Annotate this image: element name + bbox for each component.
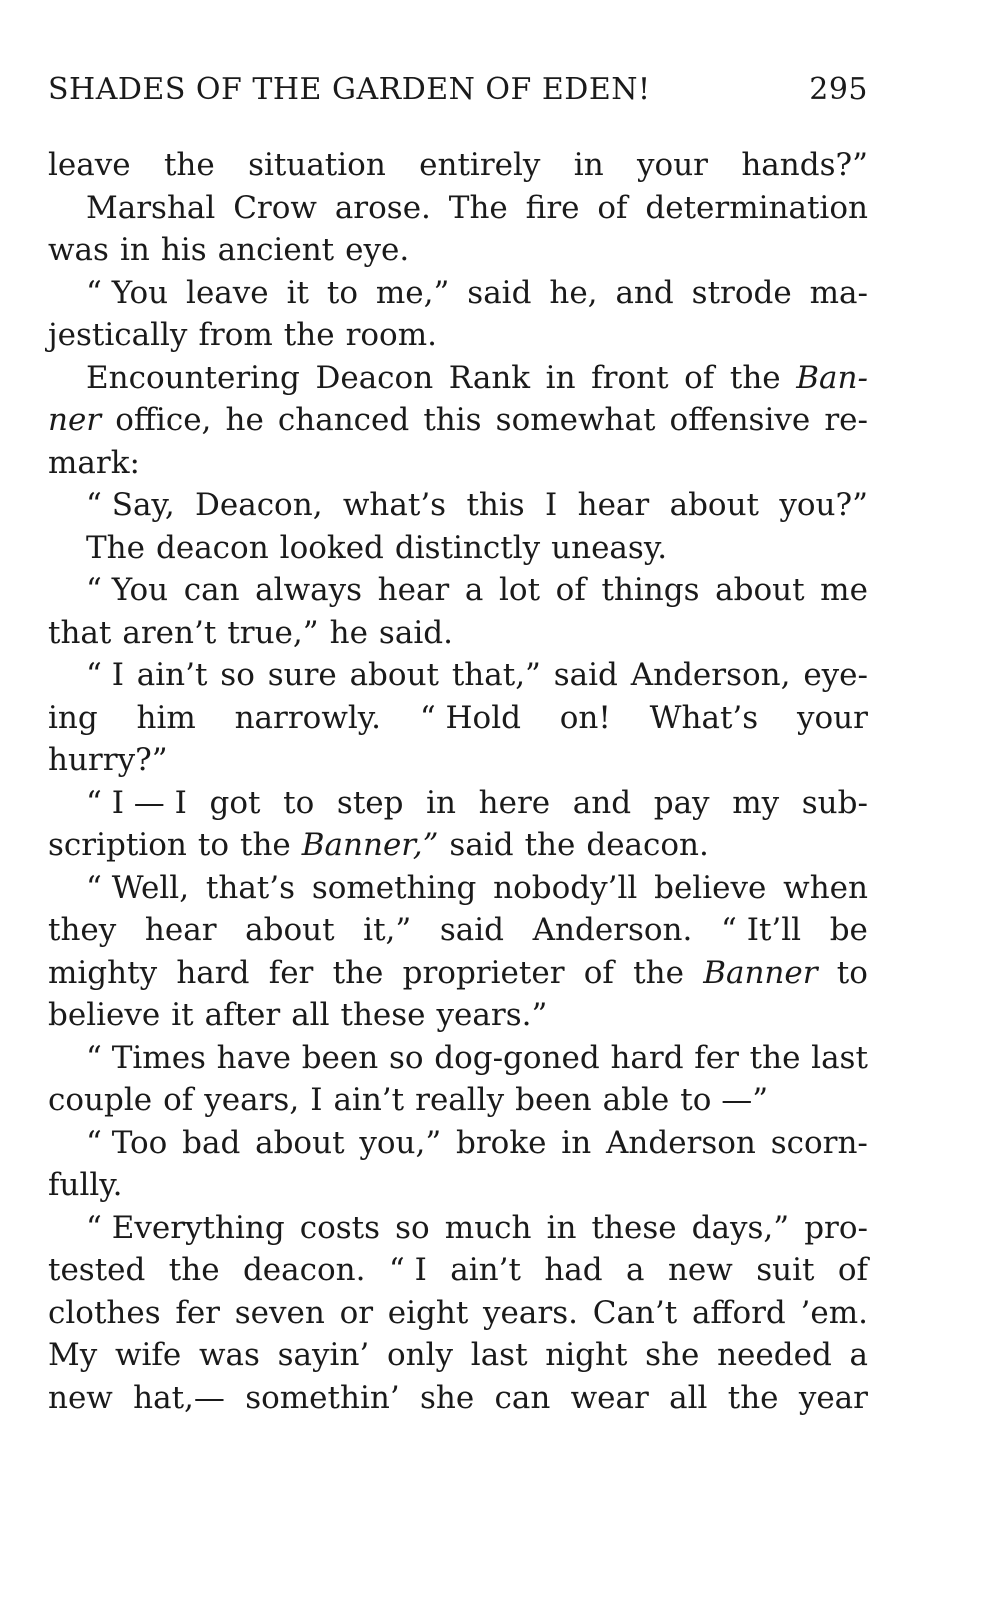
text-line [48, 314, 868, 357]
word: “ Well, [86, 869, 190, 906]
word: “ Hold [419, 699, 521, 736]
word: got [209, 784, 261, 821]
text-line [48, 1249, 868, 1292]
word: so [388, 1039, 424, 1076]
word: somewhat [495, 402, 656, 438]
word: Encountering [86, 359, 300, 396]
word: front [591, 359, 669, 396]
word: me [820, 572, 868, 608]
word: costs [299, 1209, 381, 1246]
text-line [48, 824, 868, 867]
word: aren’t [122, 614, 217, 651]
word: determination [645, 189, 868, 226]
word: after [204, 997, 281, 1033]
word: it,” [363, 912, 412, 948]
word: the [633, 954, 684, 991]
word: dog-goned [434, 1039, 600, 1076]
text-line [48, 357, 868, 400]
word: believe [48, 997, 161, 1033]
word: uneasy. [551, 529, 668, 566]
word: ’em. [800, 1294, 868, 1331]
text-line [48, 272, 868, 315]
word: to [326, 274, 358, 311]
word: days,” [691, 1209, 790, 1246]
word: that,” [451, 657, 541, 693]
word: Anderson. [532, 912, 693, 948]
text-line [48, 1122, 868, 1165]
word: hear [377, 572, 450, 608]
word: What’s [649, 699, 759, 736]
word: needed [717, 1337, 832, 1373]
word: last [811, 1039, 868, 1076]
text-line [48, 654, 868, 697]
word: the [168, 1252, 220, 1288]
word: he [225, 402, 264, 438]
word: “ Say, [86, 487, 175, 523]
word: “ Times [86, 1039, 206, 1076]
running-head [48, 72, 868, 128]
word: able [602, 1082, 670, 1118]
word: she [645, 1337, 700, 1373]
word: Deacon [315, 359, 434, 396]
word: Ban- [796, 359, 868, 396]
word: always [255, 572, 363, 608]
word: been [515, 1082, 592, 1118]
word: Marshal [86, 189, 216, 226]
word: to [197, 827, 229, 863]
text-line [48, 187, 868, 230]
word: “ It’ll [721, 912, 802, 948]
word: eye. [345, 232, 410, 268]
word: to [283, 784, 315, 821]
word: the [749, 1039, 801, 1076]
word: to [836, 954, 868, 991]
word: seven [234, 1294, 325, 1331]
word: the [283, 317, 335, 353]
text-line [48, 994, 868, 1037]
word: here [478, 784, 551, 821]
word: and [572, 784, 632, 821]
word: fire [525, 189, 580, 226]
word: new [667, 1252, 733, 1288]
book-page [48, 72, 868, 1419]
word: in [546, 1209, 577, 1246]
word: all [669, 1379, 708, 1416]
word: he [329, 614, 368, 651]
word: it [171, 997, 194, 1033]
word: he, [549, 274, 598, 311]
word: she [420, 1379, 475, 1416]
word: this [466, 487, 525, 523]
word: of [555, 572, 586, 608]
page-number: 295 [809, 72, 868, 107]
word: these [340, 997, 426, 1033]
word: of [163, 1082, 194, 1118]
word: wife [114, 1337, 182, 1373]
text-line [48, 1292, 868, 1335]
word: new [48, 1379, 113, 1416]
word: strode [691, 274, 792, 311]
word: Banner [703, 954, 818, 991]
word: been [301, 1039, 379, 1076]
word: said [449, 827, 514, 863]
word: it [286, 274, 309, 311]
word: this [423, 402, 482, 438]
word: fer [694, 1039, 739, 1076]
word: The [86, 529, 145, 566]
word: what’s [342, 487, 447, 523]
word: looked [279, 529, 384, 566]
text-line [48, 1164, 868, 1207]
word: all [291, 997, 330, 1033]
word: years. [483, 1294, 578, 1331]
word: deacon [156, 529, 269, 566]
word: these [591, 1209, 677, 1246]
word: a [464, 572, 484, 608]
word: hard [176, 954, 250, 991]
word: leave [186, 274, 269, 311]
word: about [715, 572, 805, 608]
word: really [415, 1082, 505, 1118]
text-line [48, 484, 868, 527]
word: hurry?” [48, 742, 168, 778]
body-text [48, 144, 868, 1419]
word: ancient [217, 232, 335, 268]
word: about [669, 487, 760, 523]
word: hear [577, 487, 650, 523]
word: scorn- [770, 1124, 868, 1161]
word: couple [48, 1082, 153, 1118]
word: “ I [86, 657, 124, 693]
text-line [48, 442, 868, 485]
word: re- [824, 402, 868, 438]
word: tested [48, 1252, 146, 1288]
text-line [48, 909, 868, 952]
word: afford [691, 1294, 786, 1331]
word: I [545, 487, 558, 523]
word: clothes [48, 1294, 161, 1331]
text-line [48, 527, 868, 570]
word: Deacon, [195, 487, 323, 523]
word: about [245, 912, 335, 948]
word: a [626, 1252, 645, 1288]
word: the [727, 1379, 779, 1416]
word: about [349, 657, 439, 693]
text-line [48, 229, 868, 272]
word: nobody’ll [493, 869, 638, 906]
word: ing [48, 699, 98, 736]
word: ner [48, 402, 102, 438]
text-line [48, 952, 868, 995]
word: fer [268, 954, 314, 991]
word: was [48, 232, 109, 268]
word: of [597, 189, 628, 226]
word: chanced [277, 402, 410, 438]
word: you,” [359, 1124, 442, 1161]
word: deacon. [242, 1252, 366, 1288]
word: Crow [233, 189, 317, 226]
word: ain’t [136, 657, 208, 693]
word: can [494, 1379, 551, 1416]
text-line [48, 1334, 868, 1377]
word: me,” [375, 274, 450, 311]
word: room. [345, 317, 437, 353]
word: in [119, 232, 150, 268]
word: My [48, 1337, 98, 1373]
word: entirely [419, 147, 541, 183]
word: year [798, 1379, 868, 1416]
word: sub- [801, 784, 868, 821]
word: Can’t [592, 1294, 678, 1331]
word: so [395, 1209, 430, 1246]
word: things [601, 572, 700, 608]
word: when [783, 869, 868, 906]
text-line [48, 612, 868, 655]
word: night [545, 1337, 628, 1373]
word: my [732, 784, 780, 821]
word: said. [378, 614, 453, 651]
word: him [136, 699, 196, 736]
word: hear [144, 912, 217, 948]
word: pro- [804, 1209, 868, 1246]
word: arose. [334, 189, 431, 226]
word: of [684, 359, 715, 396]
word: broke [456, 1124, 547, 1161]
word: in [561, 1124, 592, 1161]
word: much [444, 1209, 532, 1246]
word: about [255, 1124, 345, 1161]
word: hard [610, 1039, 684, 1076]
word: on! [559, 699, 611, 736]
word: eight [387, 1294, 469, 1331]
word: believe [654, 869, 767, 906]
word: in [573, 147, 604, 183]
word: that [48, 614, 112, 651]
word: Anderson [606, 1124, 756, 1161]
word: scription [48, 827, 187, 863]
word: step [336, 784, 404, 821]
word: suit [756, 1252, 815, 1288]
word: fully. [48, 1167, 123, 1203]
text-line [48, 569, 868, 612]
word: I [310, 1082, 323, 1118]
text-line [48, 1377, 868, 1420]
word: so [220, 657, 255, 693]
word: ma- [809, 274, 868, 311]
text-line [48, 739, 868, 782]
word: fer [175, 1294, 220, 1331]
word: be [829, 912, 868, 948]
word: his [160, 232, 207, 268]
word: last [470, 1337, 528, 1373]
word: mighty [48, 954, 158, 991]
word: hands?” [741, 147, 868, 183]
word: years.” [436, 997, 548, 1033]
word: “ You [86, 274, 169, 311]
word: years, [204, 1082, 300, 1118]
word: was [198, 1337, 260, 1373]
text-line [48, 399, 868, 442]
word: hat,— [133, 1379, 225, 1416]
word: only [387, 1337, 454, 1373]
word: can [183, 572, 240, 608]
word: true,” [227, 614, 319, 651]
running-title: SHADES OF THE GARDEN OF EDEN! [48, 72, 651, 107]
word: from [198, 317, 273, 353]
word: to —” [680, 1082, 769, 1118]
word: proprieter [402, 954, 565, 991]
word: your [637, 147, 708, 183]
word: “ I [388, 1252, 427, 1288]
text-line [48, 867, 868, 910]
word: in [426, 784, 457, 821]
word: the [524, 827, 576, 863]
word: sayin’ [277, 1337, 370, 1373]
word: deacon. [586, 827, 709, 863]
word: jestically [48, 317, 188, 353]
word: leave [48, 147, 131, 183]
word: or [339, 1294, 374, 1331]
word: Banner,” [301, 827, 439, 863]
word: in [545, 359, 576, 396]
word: “ Everything [86, 1209, 285, 1246]
word: you?” [779, 487, 868, 523]
word: bad [182, 1124, 241, 1161]
word: distinctly [394, 529, 541, 566]
word: the [163, 147, 215, 183]
word: the [239, 827, 291, 863]
word: narrowly. [234, 699, 382, 736]
word: ain’t [450, 1252, 521, 1288]
word: that’s [205, 869, 296, 906]
word: situation [248, 147, 386, 183]
word: and [615, 274, 674, 311]
word: a [849, 1337, 868, 1373]
word: ain’t [333, 1082, 405, 1118]
word: the [332, 954, 384, 991]
word: something [311, 869, 477, 906]
word: offensive [669, 402, 811, 438]
word: the [729, 359, 781, 396]
word: Rank [448, 359, 531, 396]
word: had [544, 1252, 603, 1288]
text-line [48, 144, 868, 187]
word: have [216, 1039, 291, 1076]
word: said [439, 912, 505, 948]
word: “ Too [86, 1124, 168, 1161]
word: sure [267, 657, 337, 693]
word: wear [570, 1379, 649, 1416]
word: The [448, 189, 508, 226]
word: said [553, 657, 618, 693]
word: “ I — I [86, 784, 187, 821]
word: they [48, 912, 117, 948]
word: said [467, 274, 532, 311]
text-line [48, 1079, 868, 1122]
text-line [48, 1037, 868, 1080]
word: lot [499, 572, 541, 608]
word: pay [653, 784, 710, 821]
word: of [837, 1252, 868, 1288]
text-line [48, 782, 868, 825]
word: of [583, 954, 614, 991]
word: eye- [803, 657, 868, 693]
word: office, [115, 402, 212, 438]
word: Anderson, [630, 657, 791, 693]
word: somethin’ [245, 1379, 400, 1416]
text-line [48, 1207, 868, 1250]
word: “ You [86, 572, 169, 608]
word: your [796, 699, 868, 736]
text-line [48, 697, 868, 740]
word: mark: [48, 444, 140, 481]
